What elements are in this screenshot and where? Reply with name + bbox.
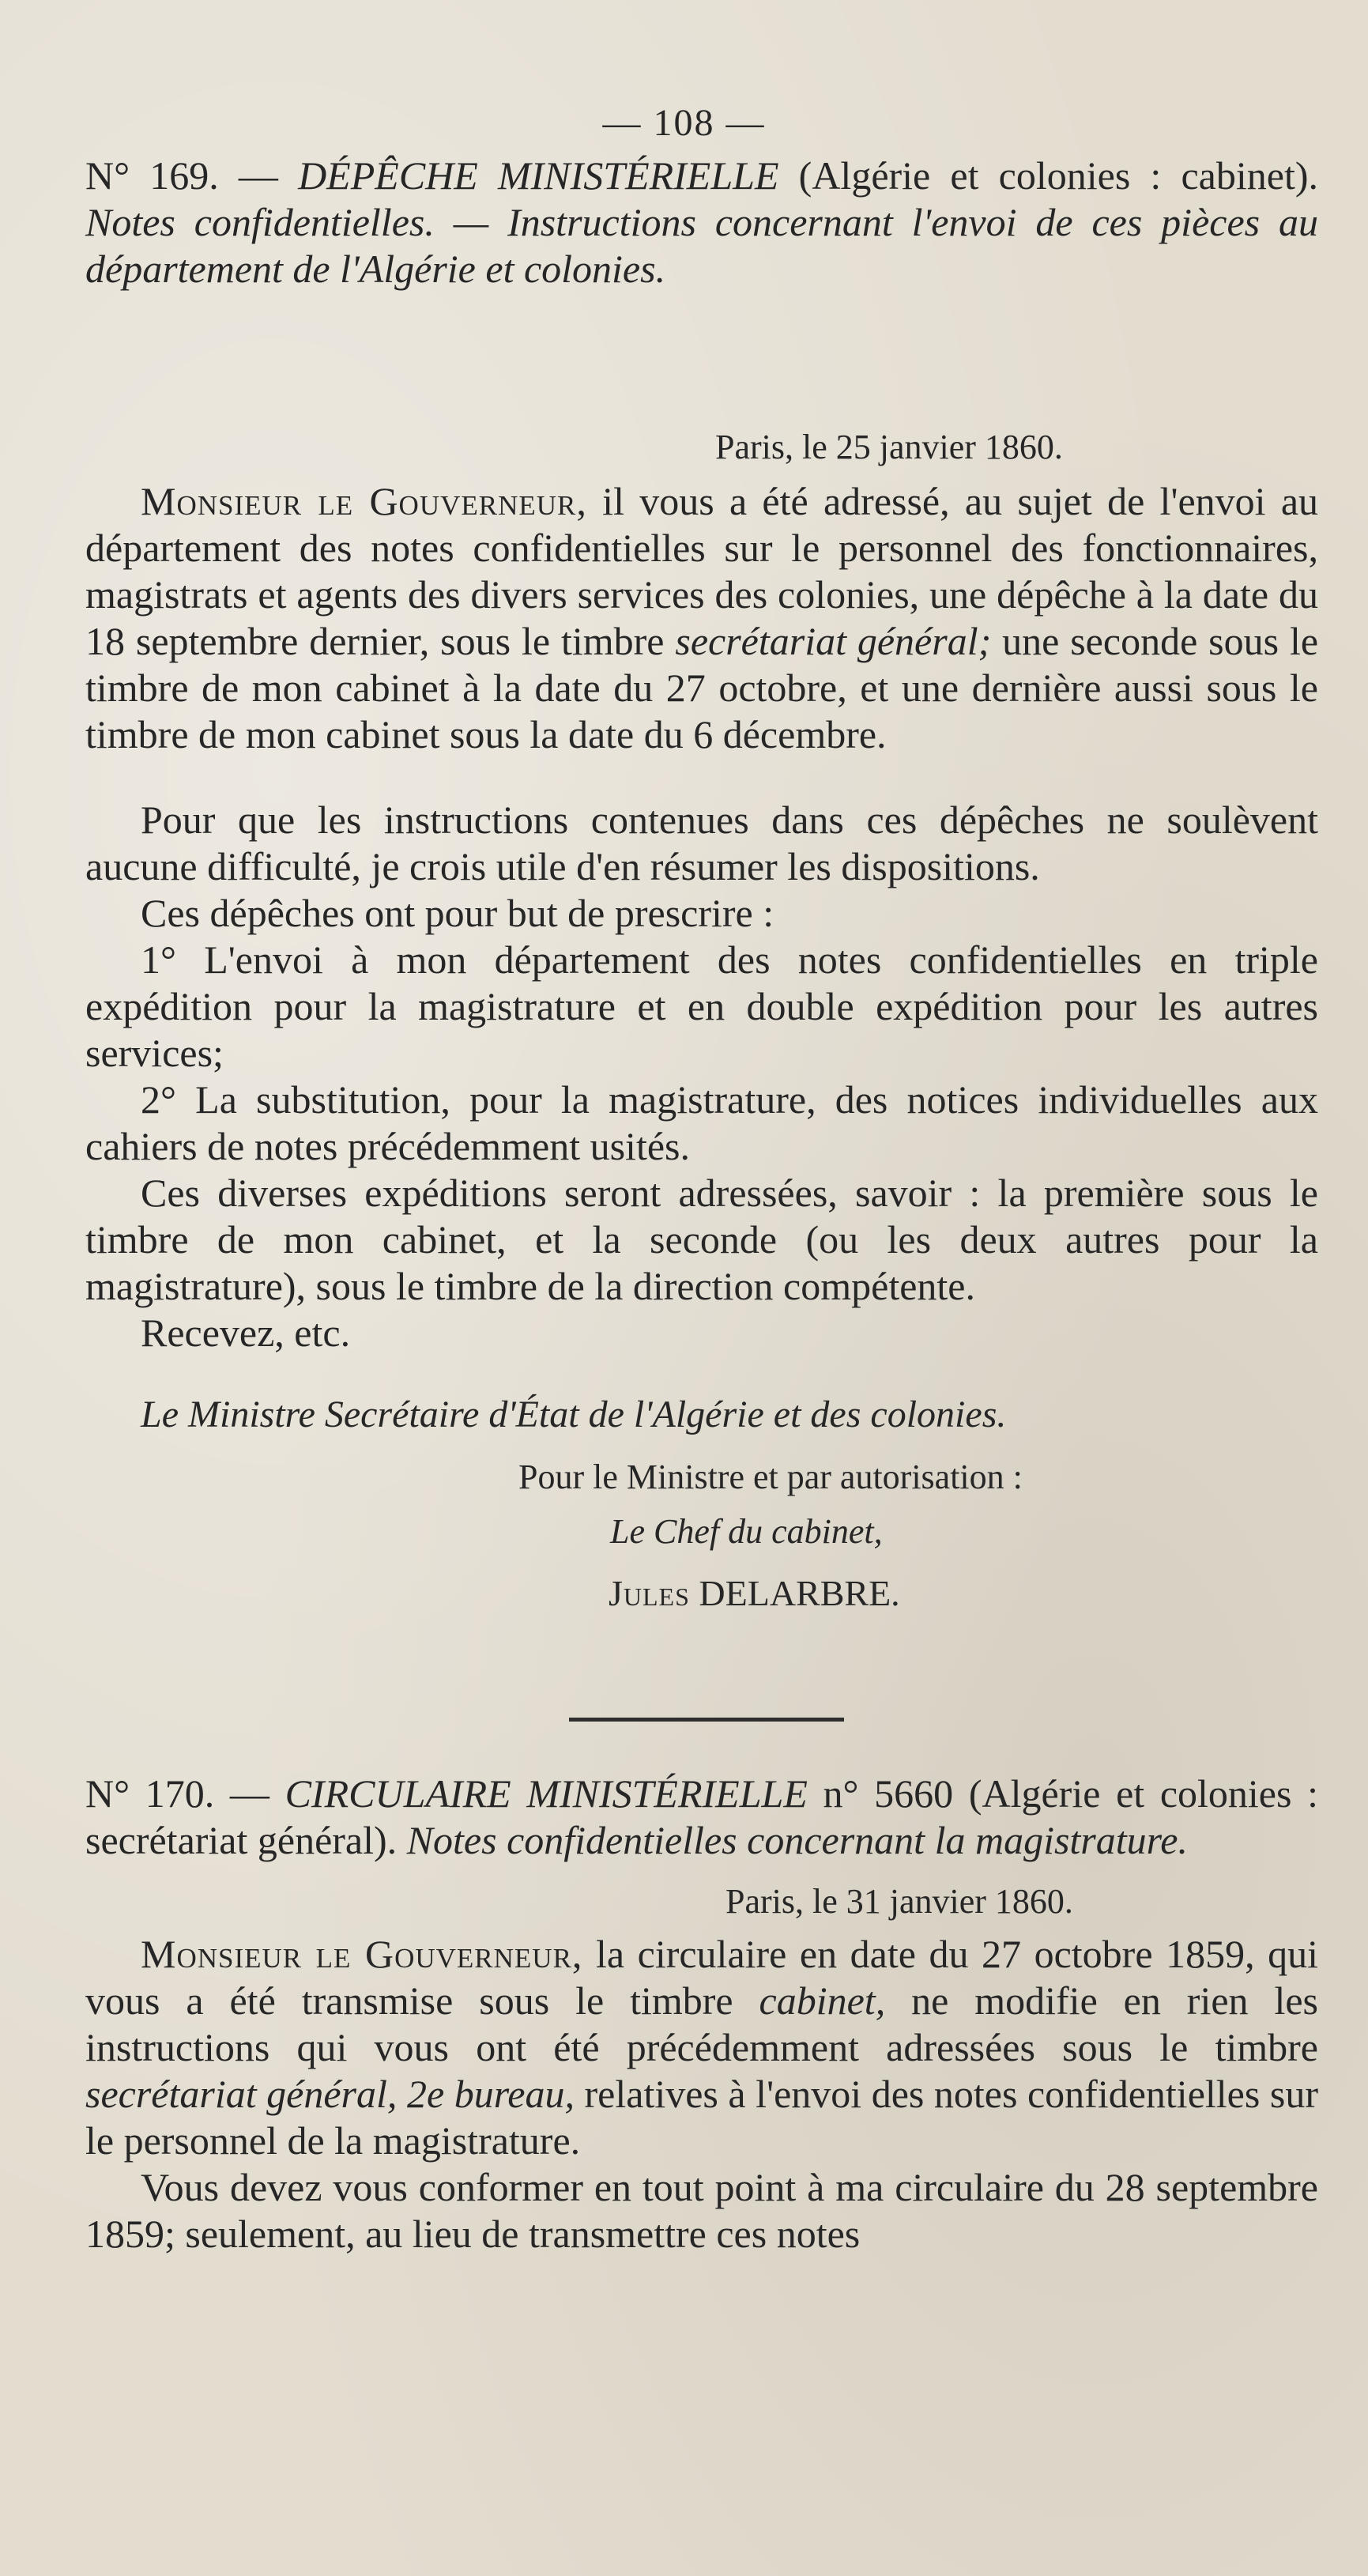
doc169-paragraph-1 — [85, 478, 1318, 758]
doc169-paragraph-6: Ces diverses expéditions seront adressées, savoir : la première sous le timbre de mon cabinet, et la seconde (ou les deux autres pour la magistrature), sous le timbre de la direction compétente. — [85, 1171, 1318, 1308]
doc170-salutation: Monsieur le Gouverneur, — [141, 1932, 583, 1976]
doc169-paragraph-5: 2° La substitution, pour la magistrature, des notices individuelles aux cahiers de notes précédemment usités. — [85, 1077, 1318, 1168]
doc170-p1-text: la circulaire en date du 27 octobre 1859, qui vous a été transmise sous le timbre — [85, 1932, 1319, 2023]
doc170-p1-italic-1: cabinet, — [759, 1978, 886, 2023]
doc170-paragraph-1 — [85, 1931, 1318, 2164]
doc169-signature-name — [609, 1573, 900, 1614]
doc170-p1-text3: relatives à l'envoi des notes confidentielles sur le personnel de la magistrature. — [85, 2072, 1318, 2163]
doc169-heading-title: DÉPÊCHE MINISTÉRIELLE — [298, 153, 779, 198]
section-divider — [569, 1718, 844, 1722]
doc169-paragraph-2: Pour que les instructions contenues dans ces dépêches ne soulèvent aucune difficulté, je crois utile d'en résumer les dispositions. — [85, 798, 1318, 888]
doc169-p1-text2: une seconde sous le timbre de mon cabinet à la date du 27 octobre, et une dernière aussi sous le timbre de mon cabinet sous la date du 6 décembre. — [85, 619, 1319, 756]
doc169-signature-pour: Pour le Ministre et par autorisation : — [518, 1458, 1023, 1496]
doc170-heading-number: N° 170. — — [85, 1771, 269, 1816]
doc170-paragraph-2: Vous devez vous conformer en tout point à ma circulaire du 28 septembre 1859; seulement, au lieu de transmettre ces notes — [85, 2165, 1318, 2256]
doc169-date: Paris, le 25 janvier 1860. — [715, 428, 1063, 466]
doc170-heading-subject: Notes confidentielles concernant la magistrature. — [406, 1818, 1188, 1862]
doc170-heading-rest: n° 5660 (Algérie et colonies : secrétariat général). — [85, 1771, 1318, 1862]
doc169-paragraph-4: 1° L'envoi à mon département des notes confidentielles en triple expédition pour la magistrature et en double expédition pour les autres services; — [85, 937, 1318, 1075]
doc170-p1-italic-2: secrétariat général, 2e bureau, — [85, 2072, 575, 2116]
doc169-signature-chef: Le Chef du cabinet, — [610, 1512, 883, 1551]
doc169-p1-italic: secrétariat général; — [675, 619, 992, 663]
doc169-heading-rest: (Algérie et colonies : cabinet). — [798, 153, 1318, 198]
doc169-paragraph-7: Recevez, etc. — [141, 1311, 351, 1355]
doc170-heading — [85, 1771, 1318, 1864]
doc169-signature-last-name: DELARBRE. — [699, 1573, 900, 1613]
doc169-heading-number: N° 169. — — [85, 153, 278, 198]
doc170-p1-text2: ne modifie en rien les instructions qui vous ont été précédemment adressées sous le timbre — [85, 1978, 1318, 2069]
doc169-signature-title: Le Ministre Secrétaire d'État de l'Algérie et des colonies. — [141, 1394, 1007, 1435]
doc170-heading-title: CIRCULAIRE MINISTÉRIELLE — [285, 1771, 808, 1816]
doc169-p1-text: il vous a été adressé, au sujet de l'envoi au département des notes confidentielles sur le personnel des fonctionnaires, magistrats et agents des divers services des colonies, une dépêche à la date du 18 septembre dernier, sous le timbre — [85, 479, 1319, 663]
page-number: — 108 — — [602, 102, 766, 144]
doc169-heading — [85, 153, 1318, 292]
doc170-date: Paris, le 31 janvier 1860. — [725, 1882, 1073, 1921]
doc169-signature-first-name: Jules — [609, 1573, 690, 1613]
doc169-heading-subject: Notes confidentielles. — Instructions concernant l'envoi de ces pièces au département de l'Algérie et colonies. — [85, 200, 1318, 291]
doc169-paragraph-3: Ces dépêches ont pour but de prescrire : — [141, 891, 774, 935]
doc169-salutation: Monsieur le Gouverneur, — [141, 479, 587, 523]
